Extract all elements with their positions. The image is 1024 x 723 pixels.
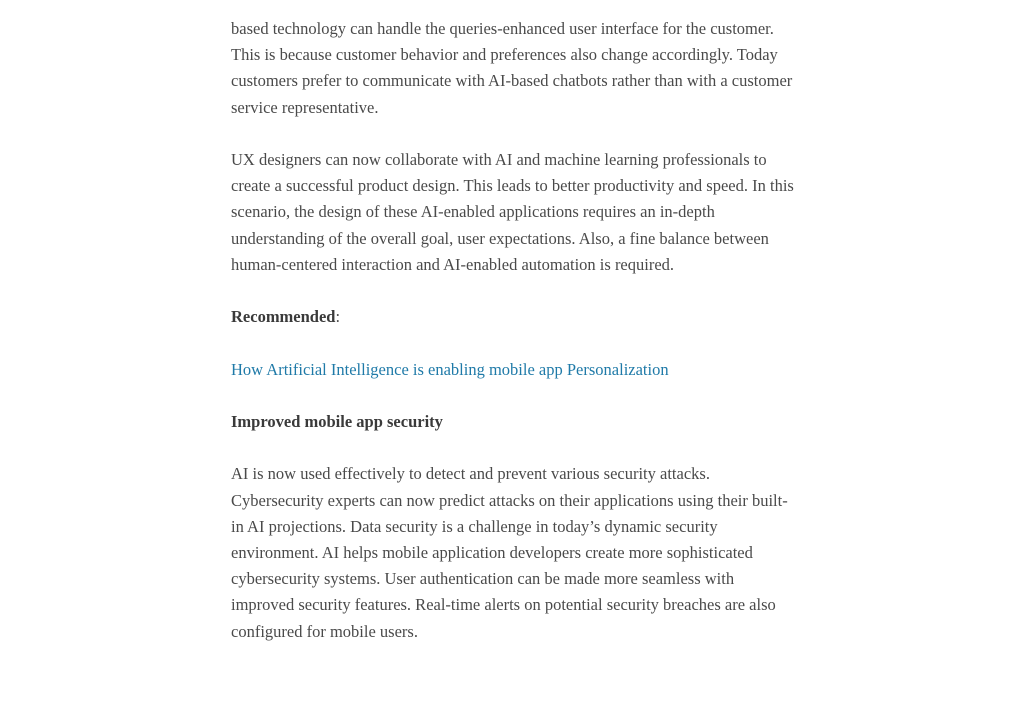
paragraph-chatbots: based technology can handle the queries-enhanced user interface for the customer. This is because customer behavior and preferences also change accordingly. Today customers prefer to communicate with AI-based chatbots rather than with a customer service representative.: [231, 19, 793, 117]
recommended-article-link[interactable]: How Artificial Intelligence is enabling mobile app Personalization: [231, 359, 669, 379]
article-body: [231, 16, 797, 671]
recommended-link-line: [231, 357, 797, 383]
recommended-label: Recommended: [231, 307, 336, 327]
section-heading-line: [231, 409, 797, 435]
paragraph-ux-designers: UX designers can now collaborate with AI and machine learning professionals to create a successful product design. This leads to better productivity and speed. In this scenario, the design of these AI-enabled applications requires an in-depth understanding of the overall goal, user expectations. Also, a fine balance between human-centered interaction and AI-enabled automation is required.: [231, 150, 794, 274]
section-heading: Improved mobile app security: [231, 411, 443, 431]
recommended-line: [231, 304, 797, 330]
paragraph-security: AI is now used effectively to detect and prevent various security attacks. Cybersecurity experts can now predict attacks on their applications using their built-in AI projections. Data security is a challenge in today’s dynamic security environment. AI helps mobile application developers create more sophisticated cybersecurity systems. User authentication can be made more seamless with improved security features. Real-time alerts on potential security breaches are also configured for mobile users.: [231, 464, 788, 641]
recommended-colon: :: [335, 307, 341, 327]
